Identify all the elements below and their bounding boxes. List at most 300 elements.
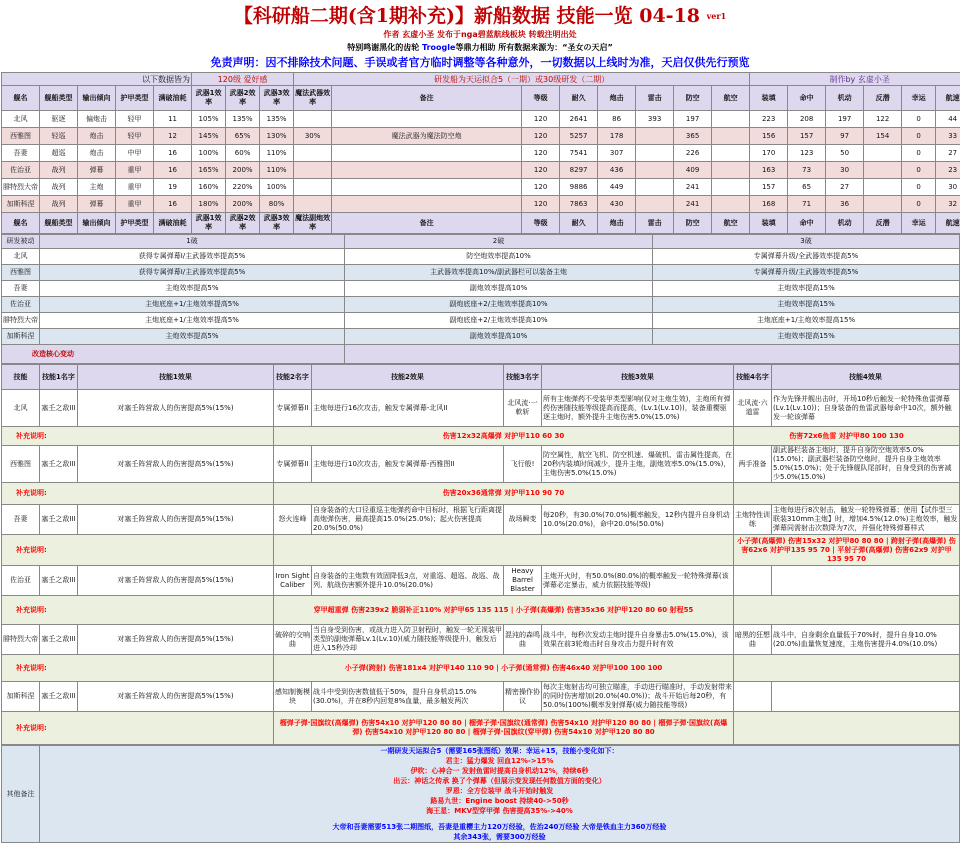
info-maker: 制作by 玄虚小圣	[750, 73, 960, 86]
note-line: 海王星：MKV型穿甲弹 伤害提高35%->40%	[426, 807, 573, 815]
skill2-effect: 自身装备的大口径重巡主炮弹药命中目标时，根据飞行距离提高炮弹伤害，最高提高15.0%(25.0%)；起火伤害提高20.0%(50.0%)	[312, 505, 504, 535]
stats-cell	[712, 196, 750, 213]
stats-cell: 北风	[2, 111, 40, 128]
stats-cell: 436	[598, 162, 636, 179]
stats-row	[2, 111, 960, 128]
limit-cell: 主炮效率提高15%	[653, 297, 960, 313]
supplement-right	[734, 483, 960, 505]
limit-cell: 副炮效率提高10%	[345, 329, 653, 345]
skill3-effect: 战斗中，每秒次发动主炮时提升自身暴击5.0%(15.0%)，该效果在前3轮炮击时自身攻击力提升时有效	[542, 625, 734, 655]
stats-cell: 27	[826, 179, 864, 196]
stats-cell: 44	[936, 111, 960, 128]
stats-header-cell: 武器3效率	[260, 86, 294, 111]
limit-break-table	[1, 234, 960, 364]
stats-cell: 0	[902, 111, 936, 128]
stats-cell	[712, 128, 750, 145]
stats-cell: 120	[522, 196, 560, 213]
ship-name: 佐治亚	[2, 566, 40, 596]
stats-cell: 307	[598, 145, 636, 162]
stats-cell: 200%	[226, 162, 260, 179]
limit-header-cell: 2破	[345, 235, 653, 249]
limit-cell: 获得专属弹幕I/主武器效率提高5%	[40, 265, 345, 281]
stats-row	[2, 128, 960, 145]
skill2-name: 专属弹幕II	[274, 390, 312, 427]
skill4-name: 主炮特性训练	[734, 505, 772, 535]
supplement-mid: 穿甲超重弹 伤害239x2 脆弱补正110% 对护甲65 135 115 | 小子弹(高爆弹) 伤害35x36 对护甲120 80 60 射程55	[274, 596, 734, 625]
note-line: 出云：神话之传承 换了个弹幕（但展示变发现任何数值方面的变化）	[393, 777, 606, 785]
note-line: 其余343张，需要300万经验	[453, 833, 546, 841]
skill4-effect: 副武器栏装备主炮时，提升自身防空炮效率5.0%(15.0%)；副武器栏装备防空炮时，提升自身主炮效率5.0%(15.0%)；处于先锋舰队尾部时，自身受到的伤害减少5.0%(15.0%)	[772, 446, 960, 483]
skill3-effect: 防空属性，航空飞机、防空机速、爆破机、雷击属性提高，在20秒内装填时间减少，提升主炮，副炮效率5.0%(15.0%)，主炮伤害5.0%(15.0%)	[542, 446, 734, 483]
stats-cell: 393	[636, 111, 674, 128]
stats-cell: 73	[788, 162, 826, 179]
ship-name: 加斯科涅	[2, 682, 40, 712]
supplement-row	[2, 655, 960, 682]
ship-name: 吾妻	[2, 505, 40, 535]
stats-cell: 449	[598, 179, 636, 196]
stats-cell: 86	[598, 111, 636, 128]
limit-cell: 主炮效率提高15%	[653, 329, 960, 345]
stats-cell: 佐治亚	[2, 162, 40, 179]
skills-header-cell: 技能4名字	[734, 365, 772, 390]
stats-cell: 120	[522, 179, 560, 196]
stats-header-cell: 输出倾向	[78, 86, 116, 111]
stats-footer-cell: 装填	[750, 213, 788, 234]
stats-footer-cell: 机动	[826, 213, 864, 234]
stats-header-cell: 备注	[332, 86, 522, 111]
stats-cell: 180%	[192, 196, 226, 213]
stats-cell: 加斯科涅	[2, 196, 40, 213]
skill4-effect: 战斗中，自身剩余血量低于70%时，提升自身10.0%(20.0%)血量恢复速度，主炮伤害提升4.0%(10.0%)	[772, 625, 960, 655]
skill2-effect: 战斗中受到伤害数值低于50%，提升自身机动15.0%(30.0%)，并在8秒内回复8%血量，最多触发两次	[312, 682, 504, 712]
stats-cell: 12	[154, 128, 192, 145]
stats-cell: 145%	[192, 128, 226, 145]
stats-footer-row	[2, 213, 960, 234]
skill4-effect: 主炮每进行8次射击，触发一轮特殊弹幕；使用【试作型三联装310mm主炮】时，增加4.5%(12.0%)主炮效率，触发弹幕同需射击次数降为7次，并强化特殊弹幕样式	[772, 505, 960, 535]
stats-cell: 165%	[192, 162, 226, 179]
skill3-name: Heavy Barrel Blaster	[504, 566, 542, 596]
limit-header-cell: 3破	[653, 235, 960, 249]
limit-cell: 副炮底座+2/主炮效率提高10%	[345, 297, 653, 313]
stats-cell: 主炮	[78, 179, 116, 196]
skill2-name: 感知制衡模块	[274, 682, 312, 712]
limit-cell: 腓特烈大帝	[2, 313, 40, 329]
stats-cell	[332, 145, 522, 162]
skills-header-cell: 技能1效果	[78, 365, 274, 390]
stats-cell: 32	[936, 196, 960, 213]
limit-cell: 主武器效率提高10%/副武器栏可以装备主炮	[345, 265, 653, 281]
stats-row	[2, 145, 960, 162]
stats-cell: 驱逐	[40, 111, 78, 128]
limit-cell: 北风	[2, 249, 40, 265]
limit-cell: 副炮底座+2/主炮效率提高10%	[345, 313, 653, 329]
stats-footer-cell: 航速	[936, 213, 960, 234]
supplement-right: 伤害72x6鱼雷 对护甲80 100 130	[734, 427, 960, 446]
stats-cell	[636, 179, 674, 196]
skill4-effect	[772, 566, 960, 596]
stats-footer-cell: 输出倾向	[78, 213, 116, 234]
stats-header-cell: 机动	[826, 86, 864, 111]
skills-header-cell: 技能4效果	[772, 365, 960, 390]
stats-cell: 0	[902, 162, 936, 179]
stats-cell: 9886	[560, 179, 598, 196]
stats-cell	[294, 111, 332, 128]
stats-cell: 0	[902, 145, 936, 162]
stats-cell: 19	[154, 179, 192, 196]
supplement-mid	[274, 535, 734, 566]
skill1-effect: 对塞壬阵营敌人的伤害提高5%(15%)	[78, 505, 274, 535]
stats-cell: 110%	[260, 145, 294, 162]
core-change-label: 改造核心变动	[2, 345, 345, 364]
stats-footer-cell: 武器2效率	[226, 213, 260, 234]
stats-header-cell: 雷击	[636, 86, 674, 111]
stats-cell	[332, 162, 522, 179]
stats-footer-cell: 武器3效率	[260, 213, 294, 234]
supplement-mid: 伤害20x36通常弹 对护甲110 90 70	[274, 483, 734, 505]
stats-cell	[294, 162, 332, 179]
skill1-name: 塞壬之敌III	[40, 446, 78, 483]
limit-row	[2, 281, 960, 297]
limit-cell: 专属弹幕升级/全武器效率提高5%	[653, 249, 960, 265]
limit-break-body	[2, 235, 960, 364]
stats-cell: 170	[750, 145, 788, 162]
limit-header-row	[2, 235, 960, 249]
skill1-name: 塞壬之敌III	[40, 566, 78, 596]
stats-cell: 135%	[260, 111, 294, 128]
stats-cell: 50	[826, 145, 864, 162]
stats-cell: 157	[750, 179, 788, 196]
limit-cell: 佐治亚	[2, 297, 40, 313]
stats-cell: 123	[788, 145, 826, 162]
page-title	[0, 0, 960, 28]
stats-cell: 71	[788, 196, 826, 213]
stats-cell: 100%	[260, 179, 294, 196]
skills-header-cell: 技能	[2, 365, 40, 390]
stats-cell: 197	[674, 111, 712, 128]
skill2-effect: 自身装备的主炮数有效固降低3点，对重巡、超巡、战巡、战列、航战伤害额外提升10.0%(20.0%)	[312, 566, 504, 596]
supplement-label: 补充说明:	[2, 483, 274, 505]
ship-name: 西雅图	[2, 446, 40, 483]
notes-table	[1, 745, 960, 843]
skill3-effect: 每次主炮射击均可独立瞄准，手动进行瞄准时，手动发射带来的同时伤害增加(20.0%(40.0%))；战斗开始后每20秒，有50.0%(100%)概率发射弹幕(威力随技能等级)	[542, 682, 734, 712]
stats-cell: 135%	[226, 111, 260, 128]
limit-cell: 专属弹幕升级/主武器效率提高5%	[653, 265, 960, 281]
stats-cell: 160%	[192, 179, 226, 196]
skill3-name: 精密操作协议	[504, 682, 542, 712]
stats-cell: 2641	[560, 111, 598, 128]
stats-cell: 100%	[192, 145, 226, 162]
stats-footer-header	[2, 213, 960, 234]
stats-cell: 226	[674, 145, 712, 162]
stats-header-cell: 装填	[750, 86, 788, 111]
ship-name: 腓特烈大帝	[2, 625, 40, 655]
stats-header-cell: 满破油耗	[154, 86, 192, 111]
supplement-mid: 小子弹(跨射) 伤害181x4 对护甲140 110 90 | 小子弹(通常弹) 伤害46x40 对护甲100 100 100	[274, 655, 734, 682]
stats-cell: 16	[154, 162, 192, 179]
skill4-effect	[772, 682, 960, 712]
supplement-row	[2, 427, 960, 446]
supplement-right	[734, 655, 960, 682]
supplement-label: 补充说明:	[2, 535, 274, 566]
skills-body	[2, 365, 960, 745]
skill3-name: 飞行般!	[504, 446, 542, 483]
note-line: 一期研发天运拟合5（需要165张图纸）效果：幸运+15，技能小变化如下：	[380, 747, 619, 755]
title-text: 【科研船二期(含1期补充)】新船数据 技能一览 04-18	[233, 5, 701, 27]
stats-row	[2, 162, 960, 179]
stats-cell: 轻甲	[116, 111, 154, 128]
skills-header-cell: 技能3名字	[504, 365, 542, 390]
stats-table	[1, 72, 960, 234]
stats-footer-cell: 幸运	[902, 213, 936, 234]
supplement-row	[2, 535, 960, 566]
stats-cell: 130%	[260, 128, 294, 145]
stats-cell: 97	[826, 128, 864, 145]
stats-cell: 轻甲	[116, 128, 154, 145]
stats-cell: 西雅图	[2, 128, 40, 145]
stats-cell: 120	[522, 128, 560, 145]
stats-cell	[712, 145, 750, 162]
stats-cell	[332, 111, 522, 128]
stats-cell	[864, 179, 902, 196]
stats-cell	[636, 196, 674, 213]
skill-row	[2, 390, 960, 427]
skill4-name: 北风流·六道雷	[734, 390, 772, 427]
stats-cell: 轻巡	[40, 128, 78, 145]
stats-cell: 23	[936, 162, 960, 179]
stats-cell	[864, 162, 902, 179]
limit-cell: 副炮效率提高10%	[345, 281, 653, 297]
stats-header-cell: 航速	[936, 86, 960, 111]
ship-name: 北风	[2, 390, 40, 427]
stats-cell: 重甲	[116, 179, 154, 196]
stats-footer-cell: 备注	[332, 213, 522, 234]
stats-cell	[636, 128, 674, 145]
skill1-name: 塞壬之敌III	[40, 625, 78, 655]
stats-cell: 超巡	[40, 145, 78, 162]
stats-cell	[712, 162, 750, 179]
page-header	[0, 0, 960, 72]
stats-cell	[864, 145, 902, 162]
version-label: ver1	[706, 11, 727, 21]
stats-cell: 430	[598, 196, 636, 213]
limit-cell: 主炮效率提高5%	[40, 329, 345, 345]
stats-cell	[636, 162, 674, 179]
core-change-row	[2, 345, 960, 364]
stats-cell	[864, 196, 902, 213]
limit-label: 研发被动	[2, 235, 40, 249]
info-note: 研发船为天运拟合5（一期）或30级研发（二期）	[294, 73, 750, 86]
stats-cell: 11	[154, 111, 192, 128]
skill2-name: 专属弹幕II	[274, 446, 312, 483]
skill1-effect: 对塞壬阵营敌人的伤害提高5%(15%)	[78, 390, 274, 427]
skill3-effect: 主炮开火时，有50.0%(80.0%)的概率触发一轮特殊弹幕(该弹幕必定暴击，威力依据技能等级)	[542, 566, 734, 596]
info-level: 120级 爱好感	[192, 73, 294, 86]
supplement-label: 补充说明:	[2, 712, 274, 745]
stats-cell	[332, 179, 522, 196]
skill1-effect: 对塞壬阵营敌人的伤害提高5%(15%)	[78, 682, 274, 712]
stats-cell: 200%	[226, 196, 260, 213]
supplement-right: 小子弹(高爆弹) 伤害15x32 对护甲80 80 80 | 跨射子弹(高爆弹) 伤害62x6 对护甲135 95 70 | 平射子弹(高爆弹) 伤害62x9 对护甲135 95 70	[734, 535, 960, 566]
stats-footer-cell: 护甲类型	[116, 213, 154, 234]
supplement-mid: 榴弹子弹·国旗纹(高爆弹) 伤害54x10 对护甲120 80 80 | 榴弹子弹·国旗纹(通常弹) 伤害54x10 对护甲120 80 80 | 榴弹子弹·国旗纹(高爆弹) 伤害54x10 对护甲120 80 80 | 榴弹子弹·国旗纹(穿甲弹) 伤害54x10 对护甲120 80 80	[274, 712, 734, 745]
supplement-right	[734, 596, 960, 625]
stats-header-cell: 炮击	[598, 86, 636, 111]
stats-cell: 197	[826, 111, 864, 128]
stats-cell	[712, 179, 750, 196]
limit-cell: 西雅图	[2, 265, 40, 281]
skill4-effect: 作为先锋并舰出击时，开场10秒后触发一轮特殊鱼雷弹幕(Lv.1(Lv.10))；自身装备的鱼雷武器每命中10次，额外触发一轮该弹幕	[772, 390, 960, 427]
skill4-name	[734, 566, 772, 596]
stats-cell: 炮击	[78, 145, 116, 162]
stats-cell: 偏炮击	[78, 111, 116, 128]
stats-cell: 36	[826, 196, 864, 213]
skill-row	[2, 505, 960, 535]
limit-cell: 防空炮效率提高10%	[345, 249, 653, 265]
note-line: 罗恩：全方位装甲 战斗开始时触发	[445, 787, 554, 795]
stats-footer-cell: 魔法副炮效率	[294, 213, 332, 234]
stats-cell	[332, 196, 522, 213]
stats-cell: 178	[598, 128, 636, 145]
stats-cell	[712, 111, 750, 128]
skill2-effect: 当自身受到伤害，或战力进入防卫射程时，触发一轮无视装甲类型的副炮弹幕Lv.1(Lv.10)(威力随技能等级提升)，触发后进入15秒冷却	[312, 625, 504, 655]
stats-header-row	[2, 86, 960, 111]
stats-footer-cell: 命中	[788, 213, 826, 234]
limit-cell: 吾妻	[2, 281, 40, 297]
stats-header-cell: 航空	[712, 86, 750, 111]
stats-cell: 157	[788, 128, 826, 145]
stats-cell: 0	[902, 196, 936, 213]
stats-header-cell: 命中	[788, 86, 826, 111]
stats-cell	[294, 196, 332, 213]
note-line: 大帝和吾妻需要513张二期图纸，吾妻是重樱主力120万经验，佐治240万经验 大帝是铁血主力360万经验	[332, 823, 667, 831]
stats-cell: 60%	[226, 145, 260, 162]
stats-cell	[636, 145, 674, 162]
skill2-effect: 主炮每进行16次攻击，触发专属弹幕-北风II	[312, 390, 504, 427]
info-bar	[2, 73, 960, 86]
limit-header-cell: 1破	[40, 235, 345, 249]
limit-cell: 主炮底座+1/主炮效率提高15%	[653, 313, 960, 329]
stats-cell: 80%	[260, 196, 294, 213]
limit-cell: 加斯科涅	[2, 329, 40, 345]
stats-cell: 27	[936, 145, 960, 162]
stats-cell: 120	[522, 111, 560, 128]
stats-cell: 8297	[560, 162, 598, 179]
stats-cell: 30%	[294, 128, 332, 145]
supplement-row	[2, 712, 960, 745]
notes-body	[2, 746, 960, 843]
stats-cell: 208	[788, 111, 826, 128]
stats-cell: 7541	[560, 145, 598, 162]
skill1-effect: 对塞壬阵营敌人的伤害提高5%(15%)	[78, 625, 274, 655]
stats-footer-cell: 舰船类型	[40, 213, 78, 234]
stats-footer-cell: 耐久	[560, 213, 598, 234]
stats-cell: 魔法武器为魔法防空炮	[332, 128, 522, 145]
stats-cell: 重甲	[116, 162, 154, 179]
stats-footer-cell: 武器1效率	[192, 213, 226, 234]
stats-header-cell: 护甲类型	[116, 86, 154, 111]
core-change-spacer	[345, 345, 960, 364]
skills-header-cell: 技能3效果	[542, 365, 734, 390]
stats-cell: 吾妻	[2, 145, 40, 162]
skill1-name: 塞壬之敌III	[40, 390, 78, 427]
limit-row	[2, 313, 960, 329]
stats-cell: 105%	[192, 111, 226, 128]
stats-footer-cell: 防空	[674, 213, 712, 234]
stats-cell: 战列	[40, 162, 78, 179]
supplement-right	[734, 712, 960, 745]
stats-cell: 16	[154, 145, 192, 162]
stats-footer-cell: 反潜	[864, 213, 902, 234]
stats-cell: 365	[674, 128, 712, 145]
stats-cell: 241	[674, 196, 712, 213]
limit-cell: 主炮效率提高5%	[40, 281, 345, 297]
stats-cell: 弹幕	[78, 196, 116, 213]
skill3-name: 混沌的森鸣曲	[504, 625, 542, 655]
stats-header	[2, 86, 960, 111]
skills-header-cell: 技能2效果	[312, 365, 504, 390]
skills-table	[1, 364, 960, 745]
skill-row	[2, 446, 960, 483]
stats-cell: 223	[750, 111, 788, 128]
stats-cell: 5257	[560, 128, 598, 145]
author-line: 作者 玄虚小圣 发布于nga碧蓝航线板块 转载注明出处	[383, 30, 577, 39]
skill1-name: 塞壬之敌III	[40, 682, 78, 712]
notes-row	[2, 746, 960, 843]
stats-footer-cell: 雷击	[636, 213, 674, 234]
stats-footer-cell: 舰名	[2, 213, 40, 234]
stats-cell: 16	[154, 196, 192, 213]
stats-cell: 65%	[226, 128, 260, 145]
stats-cell: 156	[750, 128, 788, 145]
stats-cell: 0	[902, 179, 936, 196]
stats-cell: 409	[674, 162, 712, 179]
supplement-label: 补充说明:	[2, 596, 274, 625]
skill-row	[2, 566, 960, 596]
stats-header-cell: 等级	[522, 86, 560, 111]
limit-row	[2, 265, 960, 281]
stats-cell: 中甲	[116, 145, 154, 162]
stats-cell: 120	[522, 145, 560, 162]
notes-label: 其他备注	[2, 746, 40, 843]
stats-header-cell: 防空	[674, 86, 712, 111]
stats-cell: 腓特烈大帝	[2, 179, 40, 196]
stats-cell: 220%	[226, 179, 260, 196]
info-prefix: 以下数据皆为	[2, 73, 192, 86]
skill4-name: 暗黑的狂想曲	[734, 625, 772, 655]
stats-cell: 65	[788, 179, 826, 196]
notes-content	[40, 746, 960, 843]
supplement-row	[2, 483, 960, 505]
skills-header-row	[2, 365, 960, 390]
stats-cell: 168	[750, 196, 788, 213]
supplement-mid: 伤害12x32高爆弹 对护甲110 60 30	[274, 427, 734, 446]
limit-cell: 主炮效率提高15%	[653, 281, 960, 297]
stats-header-cell: 舰名	[2, 86, 40, 111]
note-line: 君主：猛力爆发 回血12%->15%	[445, 757, 554, 765]
stats-row	[2, 179, 960, 196]
stats-header-cell: 舰船类型	[40, 86, 78, 111]
note-line: 伊吹：心神合一 发射鱼雷时提高自身机动12%，持续6秒	[410, 767, 589, 775]
thanks-line: 特别鸣谢黑化的齿轮 Troogle等鼎力相助 所有数据来源为：“圣女の天启”	[347, 43, 613, 52]
skill1-effect: 对塞壬阵营敌人的伤害提高5%(15%)	[78, 446, 274, 483]
skill2-name: 破碎的交响曲	[274, 625, 312, 655]
stats-cell: 122	[864, 111, 902, 128]
stats-cell: 30	[936, 179, 960, 196]
skills-header-cell: 技能2名字	[274, 365, 312, 390]
limit-row	[2, 297, 960, 313]
skill2-name: Iron Sight Caliber	[274, 566, 312, 596]
limit-cell: 获得专属弹幕I/主武器效率提高5%	[40, 249, 345, 265]
